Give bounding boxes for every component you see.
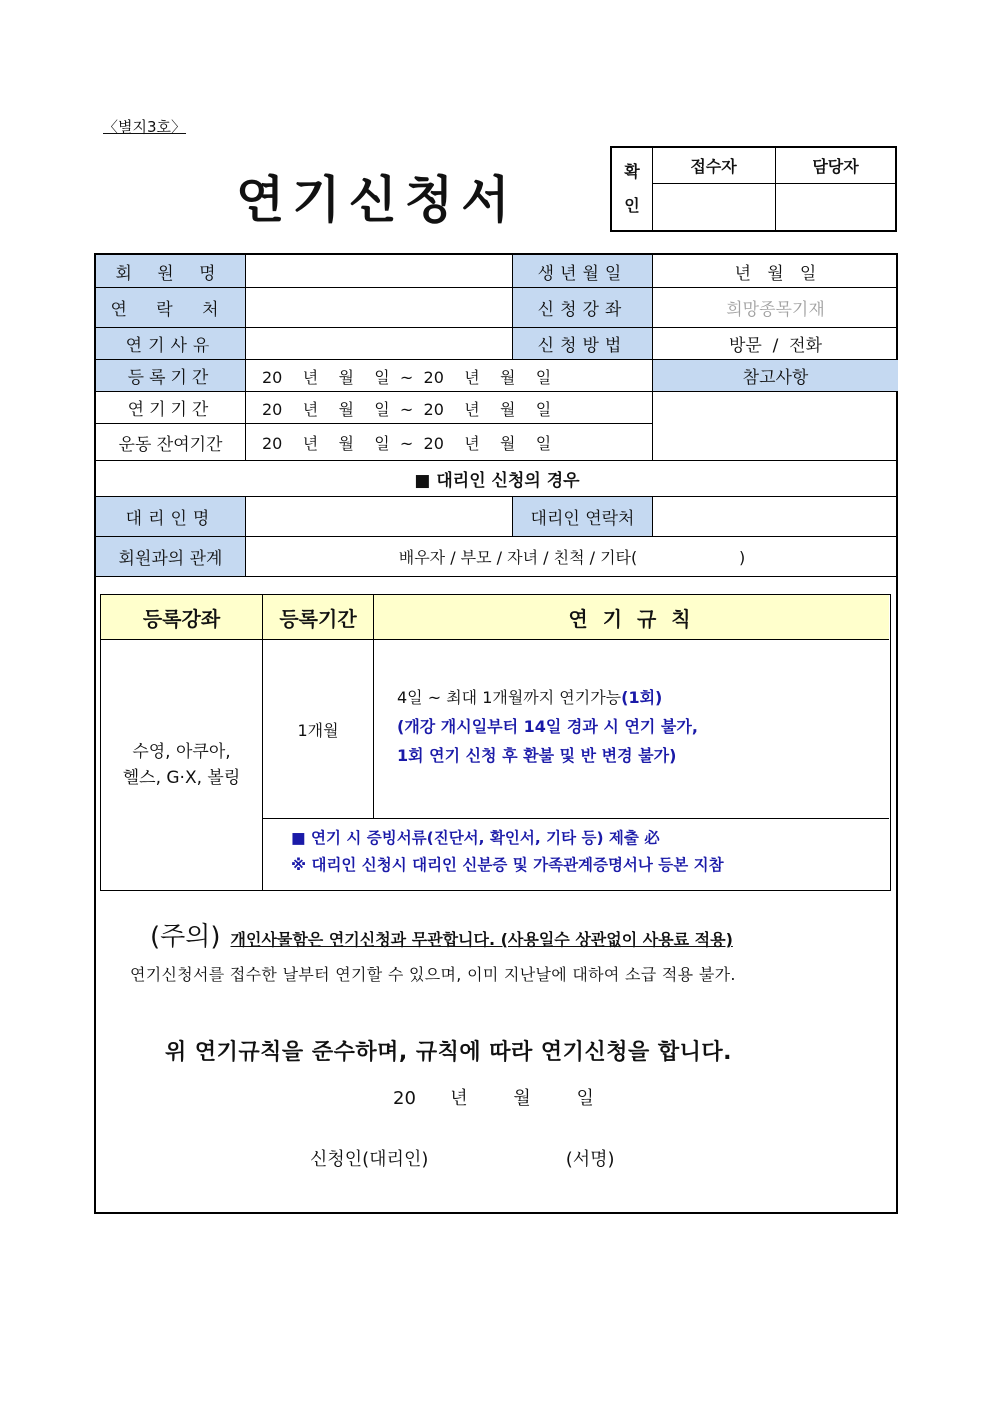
member-name-label: 회 원 명 [96,255,245,287]
member-name-field[interactable] [246,255,512,287]
rule-body [397,683,698,770]
receiver-header: 접수자 [652,148,775,184]
course-line-1: 수영, 아쿠아, [132,742,231,762]
pledge-text: 위 연기규칙을 준수하며, 규칙에 따라 연기신청을 합니다. [165,1040,732,1065]
caution-text: 개인사물함은 연기신청과 무관합니다. (사용일수 상관없이 사용료 적용) [230,930,733,949]
rule-line-3: 1회 연기 신청 후 환불 및 반 변경 불가) [397,746,677,765]
reason-field[interactable] [246,328,512,359]
manager-column [776,148,895,230]
form-number: 〈별지3호〉 [103,118,187,136]
sign-date-field[interactable]: 20 년 월 일 [393,1088,594,1109]
rules-period-cell: 1개월 [297,721,339,740]
rule-line-2: (개강 개시일부터 14일 경과 시 연기 불가, [397,717,698,736]
rules-header-course: 등록강좌 [101,595,262,639]
applicant-signature-field[interactable]: 신청인(대리인) (서명) [310,1149,615,1170]
manager-header: 담당자 [776,148,895,184]
proxy-name-field[interactable] [246,497,512,536]
reference-field[interactable] [653,392,898,460]
contact-field[interactable] [246,288,512,327]
receiver-sign-field[interactable] [652,184,775,231]
birth-field[interactable]: 년 월 일 [734,263,817,284]
course-field[interactable]: 희망종목기재 [726,300,825,320]
proxy-name-label: 대리인명 [96,497,245,536]
remain-period-label: 운동 잔여기간 [118,434,223,455]
delay-period-label: 연기기간 [127,400,214,420]
remain-period-field[interactable]: 20 년 월 일 ~ 20 년 월 일 [262,434,552,453]
rules-header-period: 등록기간 [263,595,373,639]
reg-period-field[interactable]: 20 년 월 일 ~ 20 년 월 일 [262,368,552,387]
note-proxy: ※ 대리인 신청시 대리인 신분증 및 가족관계증명서나 등본 지참 [291,856,724,874]
relation-options[interactable]: 배우자 / 부모 / 자녀 / 친척 / 기타( ) [398,548,746,567]
caution-label: (주의) [150,922,221,952]
course-line-2: 헬스, G·X, 볼링 [122,768,241,788]
course-label: 신청강좌 [513,288,652,327]
rules-notes [291,825,724,879]
method-label: 신청방법 [513,328,652,359]
relation-label: 회원과의 관계 [96,537,245,576]
confirm-label-bottom: 인 [624,196,640,215]
confirm-box [610,146,897,232]
rule-line-1: 4일 ~ 최대 1개월까지 연기가능 [397,688,622,707]
proxy-section-title: ■ 대리인 신청의 경우 [414,471,580,491]
notice-text: 연기신청서를 접수한 날부터 연기할 수 있으며, 이미 지난날에 대하여 소급 적용 불가. [130,965,736,984]
caution-line [150,916,733,953]
rule-line-1-count: (1회) [621,688,663,707]
rules-course-cell [101,640,262,890]
confirm-label-top: 확 [624,162,640,181]
birth-label: 생년월일 [513,255,652,287]
delay-period-field[interactable]: 20 년 월 일 ~ 20 년 월 일 [262,400,552,419]
proxy-contact-label: 대리인 연락처 [513,497,652,536]
note-documents: ■ 연기 시 증빙서류(진단서, 확인서, 기타 등) 제출 必 [291,829,660,847]
confirm-label [612,148,653,230]
manager-sign-field[interactable] [776,184,895,231]
rules-table [100,594,891,891]
proxy-contact-field[interactable] [653,497,898,536]
contact-label: 연 락 처 [96,288,245,327]
reg-period-label: 등록기간 [96,360,245,391]
page-title: 연기신청서 [236,171,518,229]
method-field[interactable]: 방문 / 전화 [728,336,823,356]
receiver-column [652,148,776,230]
rules-header-rule: 연 기 규 칙 [374,595,889,639]
reference-label: 참고사항 [653,360,898,391]
reason-label: 연기사유 [96,328,245,359]
